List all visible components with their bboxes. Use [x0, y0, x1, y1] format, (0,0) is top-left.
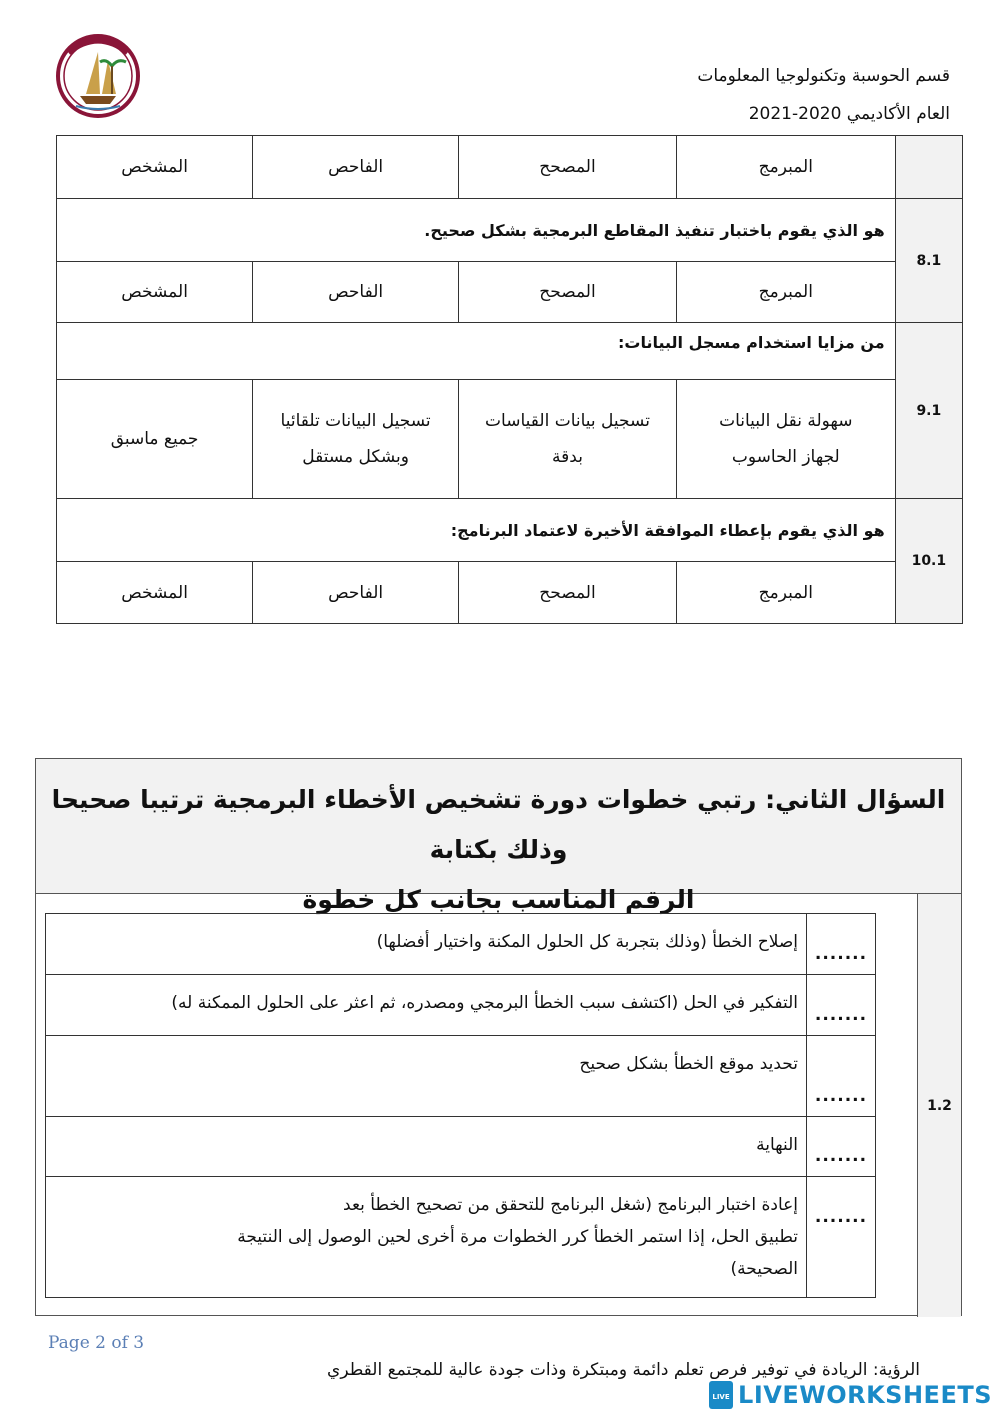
option-cell[interactable]: الفاحص	[253, 262, 459, 323]
question-number: 8.1	[895, 199, 962, 323]
question-two-title	[36, 759, 961, 914]
option-cell[interactable]: المصحح	[459, 562, 677, 624]
department-name: قسم الحوسبة وتكنولوجيا المعلومات	[697, 66, 950, 86]
logo-emblem-icon	[46, 22, 150, 126]
question-text: هو الذي يقوم باختبار تنفيذ المقاطع البرمجية بشكل صحيح.	[57, 199, 896, 262]
academic-year: العام الأكاديمي 2020-2021	[748, 104, 950, 124]
question-number: 9.1	[895, 323, 962, 499]
question-number: 1.2	[917, 894, 961, 1317]
option-cell[interactable]: المشخص	[57, 262, 253, 323]
ordering-table	[45, 913, 876, 1298]
table-row	[57, 262, 963, 323]
table-row	[57, 199, 963, 262]
option-cell[interactable]	[57, 380, 253, 499]
option-cell[interactable]: المشخص	[57, 136, 253, 199]
question-text: هو الذي يقوم بإعطاء الموافقة الأخيرة لاعتماد البرنامج:	[57, 499, 896, 562]
option-cell[interactable]: المصحح	[459, 136, 677, 199]
liveworksheets-brand[interactable]	[708, 1379, 992, 1411]
qatar-ministry-logo	[46, 22, 150, 126]
table-row	[57, 380, 963, 499]
table-row	[57, 323, 963, 380]
option-cell[interactable]: المبرمج	[676, 136, 895, 199]
answer-blank[interactable]: .......	[807, 975, 876, 1036]
answer-blank[interactable]: .......	[807, 1036, 876, 1117]
option-line: تسجيل البيانات تلقائيا	[280, 411, 431, 431]
table-row	[46, 1177, 876, 1298]
title-line: السؤال الثاني: رتبي خطوات دورة تشخيص الأخطاء البرمجية ترتيبا صحيحا وذلك بكتابة	[51, 785, 946, 864]
option-line: جميع ماسبق	[110, 429, 199, 449]
question-number: 10.1	[895, 499, 962, 624]
title-line: الرقم المناسب بجانب كل خطوة	[302, 885, 695, 914]
answer-blank[interactable]: .......	[807, 914, 876, 975]
option-line: تسجيل بيانات القياسات	[485, 411, 650, 431]
answer-blank[interactable]: .......	[807, 1117, 876, 1177]
step-text: إصلاح الخطأ (وذلك بتجربة كل الحلول المكنة واختيار أفضلها)	[46, 914, 807, 975]
page-number: Page 2 of 3	[48, 1333, 145, 1353]
question-text: من مزايا استخدام مسجل البيانات:	[57, 323, 896, 380]
vision-statement: الرؤية: الريادة في توفير فرص تعلم دائمة ومبتكرة وذات جودة عالية للمجتمع القطري	[327, 1360, 920, 1380]
table-row	[46, 914, 876, 975]
step-text: التفكير في الحل (اكتشف سبب الخطأ البرمجي ومصدره، ثم اعثر على الحلول الممكنة له)	[46, 975, 807, 1036]
option-cell[interactable]: المبرمج	[676, 562, 895, 624]
table-row	[57, 136, 963, 199]
option-line: سهولة نقل البيانات	[719, 411, 853, 431]
option-cell[interactable]: المشخص	[57, 562, 253, 624]
option-line: وبشكل مستقل	[302, 447, 409, 467]
option-line: بدقة	[552, 447, 583, 467]
step-text: إعادة اختبار البرنامج (شغل البرنامج للتحقق من تصحيح الخطأ بعد تطبيق الحل، إذا استمر الخطأ كرر الخطوات مرة أخرى لحين الوصول إلى النتيجة الصحيحة)	[46, 1177, 807, 1298]
option-line: لجهاز الحاسوب	[731, 447, 840, 467]
option-cell[interactable]	[459, 380, 677, 499]
liveworksheets-wordmark: LIVEWORKSHEETS	[738, 1381, 992, 1409]
table-row	[57, 499, 963, 562]
answer-blank[interactable]: .......	[807, 1177, 876, 1298]
table-row	[46, 1117, 876, 1177]
liveworksheets-logo-icon	[708, 1380, 734, 1410]
table-row	[46, 1036, 876, 1117]
table-row	[46, 975, 876, 1036]
step-text: تحديد موقع الخطأ بشكل صحيح	[46, 1036, 807, 1117]
option-cell[interactable]: الفاحص	[253, 136, 459, 199]
question-number-cell	[895, 136, 962, 199]
option-cell[interactable]: المصحح	[459, 262, 677, 323]
mcq-table	[56, 135, 963, 624]
option-cell[interactable]	[676, 380, 895, 499]
option-cell[interactable]	[253, 380, 459, 499]
option-cell[interactable]: المبرمج	[676, 262, 895, 323]
table-row	[57, 562, 963, 624]
option-cell[interactable]: الفاحص	[253, 562, 459, 624]
step-text: النهاية	[46, 1117, 807, 1177]
svg-text:LIVE: LIVE	[712, 1393, 730, 1401]
